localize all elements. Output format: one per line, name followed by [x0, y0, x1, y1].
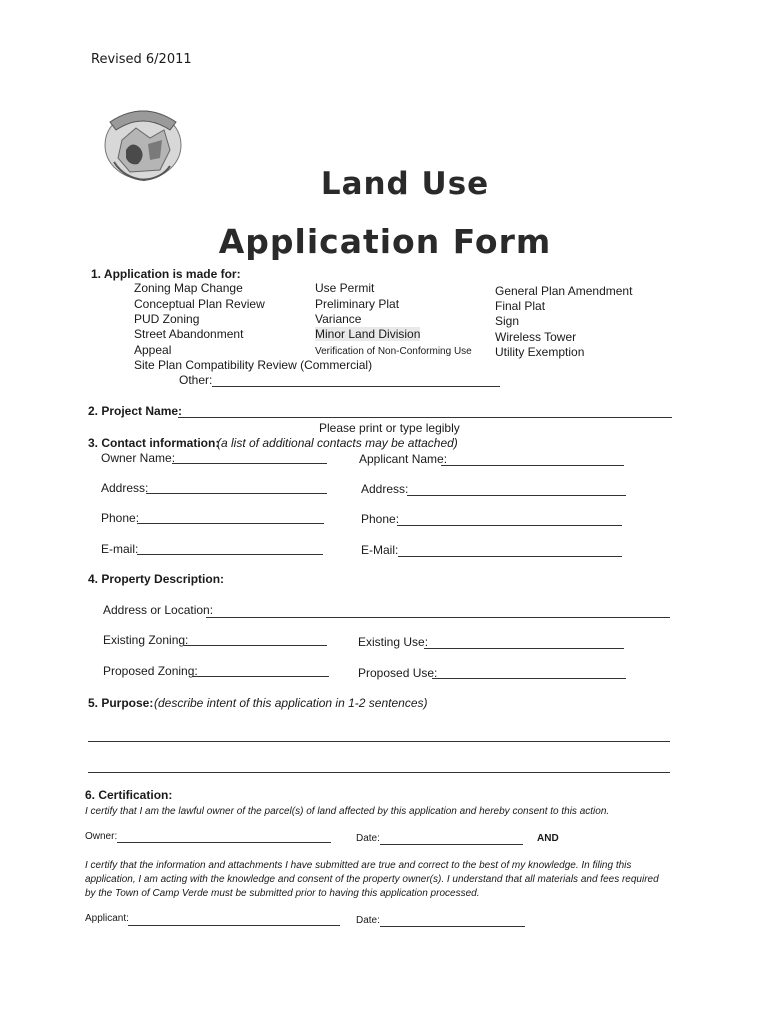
owner-date-label: Date:	[356, 833, 380, 844]
print-legibly-note: Please print or type legibly	[319, 421, 460, 435]
and-label: AND	[537, 833, 559, 844]
address-location-label: Address or Location:	[103, 603, 214, 617]
owner-name-field[interactable]	[172, 463, 327, 464]
owner-signature-label: Owner:	[85, 831, 118, 842]
owner-address-label: Address:	[101, 481, 149, 495]
option-zoning-map-change[interactable]: Zoning Map Change	[134, 281, 243, 295]
project-name-field[interactable]	[178, 417, 672, 418]
proposed-use-field[interactable]	[432, 678, 626, 679]
existing-zoning-field[interactable]	[184, 645, 327, 646]
proposed-zoning-label: Proposed Zoning:	[103, 664, 198, 678]
existing-use-label: Existing Use:	[358, 635, 429, 649]
section3-note: (a list of additional contacts may be attached)	[217, 436, 458, 450]
section2-heading: 2. Project Name:	[88, 404, 183, 418]
option-final-plat[interactable]: Final Plat	[495, 299, 546, 313]
owner-name-label: Owner Name:	[101, 451, 176, 465]
applicant-date-label: Date:	[356, 915, 380, 926]
owner-address-field[interactable]	[146, 493, 327, 494]
applicant-address-field[interactable]	[407, 495, 626, 496]
section5-heading: 5. Purpose:	[88, 696, 154, 710]
option-minor-land-division[interactable]: Minor Land Division	[315, 327, 421, 341]
section3-heading: 3. Contact information:	[88, 436, 220, 450]
option-site-plan-compatibility[interactable]: Site Plan Compatibility Review (Commercial)	[134, 358, 373, 372]
address-location-field[interactable]	[206, 617, 670, 618]
option-wireless-tower[interactable]: Wireless Tower	[495, 330, 577, 344]
option-conceptual-plan-review[interactable]: Conceptual Plan Review	[134, 297, 265, 311]
owner-phone-field[interactable]	[137, 523, 324, 524]
applicant-signature-label: Applicant:	[85, 913, 129, 924]
applicant-certification-line1: I certify that the information and attachments I have submitted are true and correct to the best of my knowledge. In filing this	[85, 860, 632, 871]
option-street-abandonment[interactable]: Street Abandonment	[134, 327, 244, 341]
applicant-signature-field[interactable]	[128, 925, 340, 926]
applicant-email-field[interactable]	[398, 556, 622, 557]
owner-email-label: E-mail:	[101, 542, 139, 556]
option-utility-exemption[interactable]: Utility Exemption	[495, 345, 585, 359]
form-title-line2: Application Form	[218, 222, 552, 261]
existing-use-field[interactable]	[424, 648, 624, 649]
applicant-address-label: Address:	[361, 482, 409, 496]
proposed-use-label: Proposed Use:	[358, 666, 438, 680]
section1-heading: 1. Application is made for:	[91, 267, 241, 281]
owner-email-field[interactable]	[137, 554, 323, 555]
option-verification-non-conforming-use[interactable]: Verification of Non-Conforming Use	[315, 346, 472, 357]
owner-certification-text: I certify that I am the lawful owner of the parcel(s) of land affected by this application and hereby consent to this action.	[85, 806, 610, 817]
applicant-email-label: E-Mail:	[361, 543, 399, 557]
purpose-line-1[interactable]	[88, 741, 670, 742]
option-appeal[interactable]: Appeal	[134, 343, 172, 357]
applicant-name-field[interactable]	[441, 465, 624, 466]
option-sign[interactable]: Sign	[495, 314, 520, 328]
other-field[interactable]	[212, 386, 500, 387]
option-use-permit[interactable]: Use Permit	[315, 281, 375, 295]
section4-heading: 4. Property Description:	[88, 572, 225, 586]
owner-signature-field[interactable]	[117, 842, 331, 843]
applicant-certification-line2: application, I am acting with the knowledge and consent of the property owner(s). I understand that all materials and fees required	[85, 874, 659, 885]
other-label: Other:	[179, 373, 213, 387]
applicant-date-field[interactable]	[380, 926, 525, 927]
existing-zoning-label: Existing Zoning:	[103, 633, 189, 647]
applicant-name-label: Applicant Name:	[359, 452, 448, 466]
applicant-phone-label: Phone:	[361, 512, 400, 526]
applicant-certification-line3: by the Town of Camp Verde must be submitted prior to having this application processed.	[85, 888, 480, 899]
applicant-phone-field[interactable]	[397, 525, 622, 526]
option-preliminary-plat[interactable]: Preliminary Plat	[315, 297, 400, 311]
revision-date: Revised 6/2011	[91, 52, 192, 67]
owner-phone-label: Phone:	[101, 511, 140, 525]
proposed-zoning-field[interactable]	[192, 676, 329, 677]
option-pud-zoning[interactable]: PUD Zoning	[134, 312, 200, 326]
section5-note: (describe intent of this application in 1-2 sentences)	[154, 696, 428, 710]
purpose-line-2[interactable]	[88, 772, 670, 773]
option-variance[interactable]: Variance	[315, 312, 362, 326]
owner-date-field[interactable]	[380, 844, 523, 845]
form-title-line1: Land Use	[320, 166, 490, 202]
option-general-plan-amendment[interactable]: General Plan Amendment	[495, 284, 633, 298]
section6-heading: 6. Certification:	[85, 788, 173, 802]
